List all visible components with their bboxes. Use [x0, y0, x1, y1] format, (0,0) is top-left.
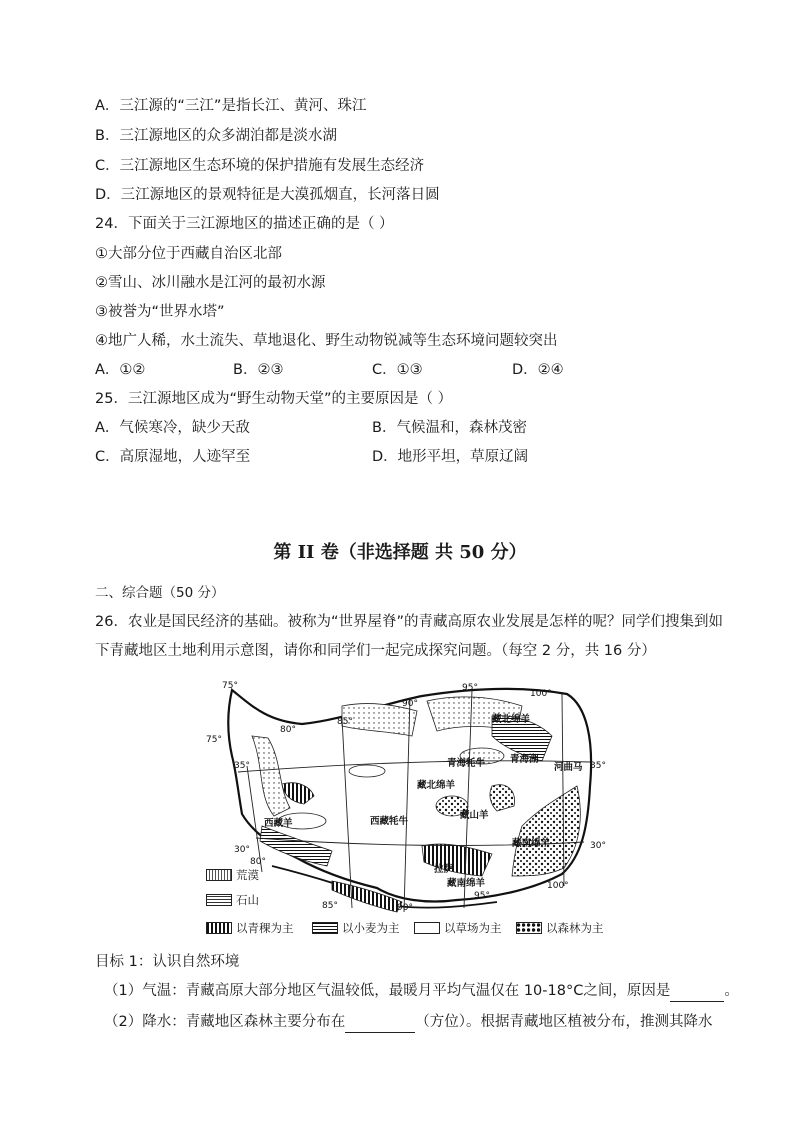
legend-label: 荒漠 [236, 868, 259, 882]
map-place-label: 青海牦牛 [447, 758, 486, 769]
barley-swatch-icon [206, 922, 232, 934]
map-degree-label: 85° [322, 901, 338, 911]
q25-option-d: D．地形平坦，草原辽阔 [372, 449, 529, 465]
legend-label: 以森林为主 [546, 921, 604, 935]
q26-sub2 [104, 1012, 712, 1033]
map-degree-label: 35° [590, 761, 606, 771]
map-place-label: 西藏羊 [264, 818, 293, 829]
q26-sub2-text: （2）降水：青藏地区森林主要分布在 [104, 1014, 346, 1030]
answer-blank[interactable] [345, 1012, 415, 1033]
q25-option-c: C．高原湿地，人迹罕至 [95, 449, 251, 465]
map-degree-label: 75° [222, 681, 238, 691]
legend-forest [516, 921, 604, 935]
map-degree-label: 90° [397, 903, 413, 913]
q26-intro-line2: 下青藏地区土地利用示意图，请你和同学们一起完成探究问题。（每空 2 分，共 16 分） [95, 643, 656, 659]
q23-option-c: C．三江源地区生态环境的保护措施有发展生态经济 [95, 158, 425, 174]
q24-statement-4: ④地广人稀，水土流失、草地退化、野生动物锐减等生态环境问题较突出 [95, 333, 558, 349]
q23-option-d: D．三江源地区的景观特征是大漠孤烟直，长河落日圆 [95, 187, 440, 203]
legend-label: 石山 [236, 893, 259, 907]
desert-swatch-icon [206, 869, 232, 881]
legend-barley [206, 921, 294, 935]
q26-goal1: 目标 1：认识自然环境 [95, 954, 240, 970]
wheat-swatch-icon [312, 922, 338, 934]
q25-option-a: A．气候寒冷，缺少天敌 [95, 420, 250, 436]
legend-grassland [414, 921, 502, 935]
part2-label: 二、综合题（50 分） [95, 585, 225, 601]
map-degree-label: 95° [462, 683, 478, 693]
legend-desert [206, 868, 259, 882]
q25-stem: 25．三江源地区成为“野生动物天堂”的主要原因是（ ） [95, 391, 453, 407]
rock-swatch-icon [206, 894, 232, 906]
answer-blank[interactable] [670, 981, 724, 1002]
map-degree-label: 95° [474, 891, 490, 901]
q23-option-a: A．三江源的“三江”是指长江、黄河、珠江 [95, 98, 367, 114]
grassland-swatch-icon [414, 922, 440, 934]
map-degree-label: 30° [590, 841, 606, 851]
map-degree-label: 30° [234, 845, 250, 855]
section-title: 第 II 卷（非选择题 共 50 分） [273, 542, 527, 563]
map-place-label: 拉萨 [434, 864, 454, 875]
q26-sub1-end: 。 [724, 983, 739, 999]
map-degree-label: 100° [547, 881, 569, 891]
q24-option-a: A．①② [95, 362, 146, 378]
legend-label: 以小麦为主 [342, 921, 400, 935]
forest-swatch-icon [516, 922, 542, 934]
map-place-label: 藏南绵羊 [447, 878, 486, 889]
map-place-label: 青海湖 [510, 754, 539, 765]
map-place-label: 西藏牦牛 [370, 816, 409, 827]
map-place-label: 藏山羊 [460, 810, 489, 821]
q24-option-d: D．②④ [512, 362, 564, 378]
map-degree-label: 100° [530, 689, 552, 699]
legend-wheat [312, 921, 400, 935]
map-place-label: 河曲马 [554, 762, 583, 773]
q24-stem: 24．下面关于三江源地区的描述正确的是（ ） [95, 216, 394, 232]
map-degree-label: 75° [206, 735, 222, 745]
q24-statement-3: ③被誉为“世界水塔” [95, 304, 225, 320]
map-place-label: 藏南绵羊 [512, 838, 551, 849]
q24-option-b: B．②③ [233, 362, 284, 378]
q25-option-b: B．气候温和，森林茂密 [372, 420, 527, 436]
map-place-label: 藏北绵羊 [417, 780, 456, 791]
q26-sub2-text-end: （方位）。根据青藏地区植被分布，推测其降水 [415, 1014, 713, 1030]
q24-statement-1: ①大部分位于西藏自治区北部 [95, 246, 282, 262]
map-degree-label: 90° [402, 699, 418, 709]
q24-statement-2: ②雪山、冰川融水是江河的最初水源 [95, 275, 326, 291]
map-degree-label: 80° [250, 857, 266, 867]
q26-sub1 [104, 981, 739, 1002]
legend-label: 以草场为主 [444, 921, 502, 935]
map-degree-label: 35° [234, 761, 250, 771]
map-place-label: 藏北绵羊 [492, 714, 531, 725]
legend-rock [206, 893, 259, 907]
q24-option-c: C．①③ [372, 362, 423, 378]
legend-label: 以青稞为主 [236, 921, 294, 935]
q23-option-b: B．三江源地区的众多湖泊都是淡水湖 [95, 128, 337, 144]
q26-sub1-text: （1）气温：青藏高原大部分地区气温较低，最暖月平均气温仅在 10-18°C之间，原因是 [104, 983, 671, 999]
map-degree-label: 80° [280, 725, 296, 735]
q26-intro-line1: 26．农业是国民经济的基础。被称为“世界屋脊”的青藏高原农业发展是怎样的呢？同学们搜集到如 [95, 614, 723, 630]
map-degree-label: 85° [337, 717, 353, 727]
